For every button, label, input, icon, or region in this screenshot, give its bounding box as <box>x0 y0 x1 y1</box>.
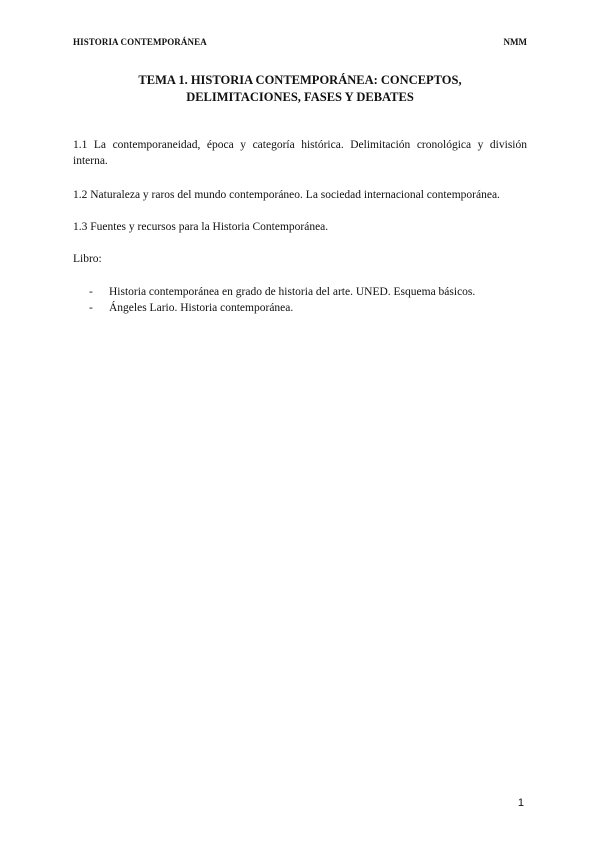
section-1-2: 1.2 Naturaleza y raros del mundo contemporáneo. La sociedad internacional contemporánea. <box>73 189 500 201</box>
book-title: Ángeles Lario. Historia contemporánea. <box>109 302 294 314</box>
page-number: 1 <box>517 797 524 809</box>
list-item <box>73 300 527 316</box>
section-1-3: 1.3 Fuentes y recursos para la Historia Contemporánea. <box>73 221 329 233</box>
book-title: Historia contemporánea en grado de historia del arte. UNED. Esquema básicos. <box>109 286 476 298</box>
page-title-line-1: TEMA 1. HISTORIA CONTEMPORÁNEA: CONCEPTOS, <box>138 73 462 87</box>
books-list <box>73 284 527 316</box>
running-header-initials: NMM <box>503 37 527 47</box>
section-1-1: 1.1 La contemporaneidad, época y categoría histórica. Delimitación cronológica y división interna. <box>73 139 527 167</box>
page-title <box>73 72 527 106</box>
bullet-dash: - <box>89 286 93 298</box>
list-item <box>73 284 527 300</box>
page-title-line-2: DELIMITACIONES, FASES Y DEBATES <box>186 90 414 104</box>
books-label: Libro: <box>73 253 102 265</box>
bullet-dash: - <box>89 302 93 314</box>
running-header-title: HISTORIA CONTEMPORÁNEA <box>73 37 207 47</box>
